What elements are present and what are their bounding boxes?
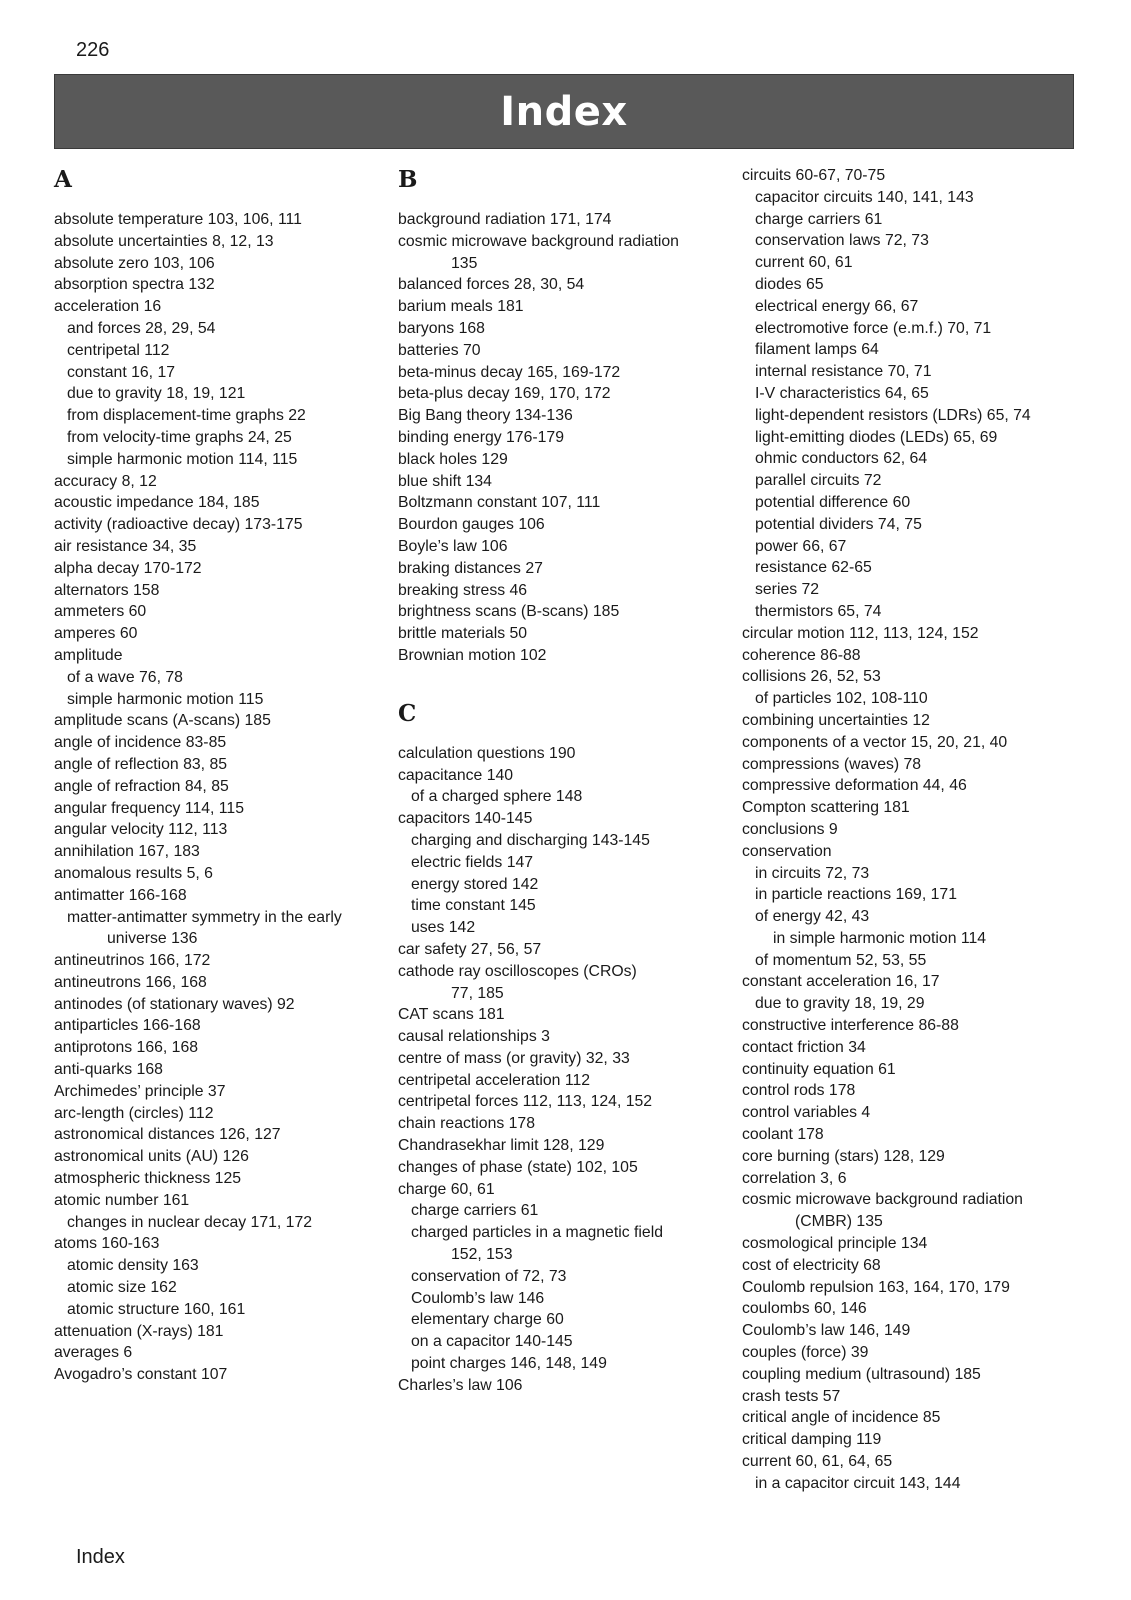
index-entry: angle of incidence 83-85 xyxy=(54,734,227,752)
index-entry: absolute zero 103, 106 xyxy=(54,254,215,272)
index-entry: baryons 168 xyxy=(398,319,485,337)
index-subentry: charge carriers 61 xyxy=(411,1202,539,1220)
index-subentry: elementary charge 60 xyxy=(411,1311,564,1329)
index-subentry: time constant 145 xyxy=(411,897,536,915)
index-entry: coolant 178 xyxy=(742,1126,824,1144)
index-subentry: due to gravity 18, 19, 121 xyxy=(67,385,246,403)
index-entry: continuity equation 61 xyxy=(742,1060,896,1078)
index-entry: antiparticles 166-168 xyxy=(54,1017,201,1035)
index-entry: core burning (stars) 128, 129 xyxy=(742,1147,945,1165)
index-entry-list xyxy=(54,209,384,1386)
index-subentry: Coulomb’s law 146 xyxy=(411,1289,545,1307)
index-subentry: charge carriers 61 xyxy=(755,210,883,228)
index-entry: cost of electricity 68 xyxy=(742,1256,881,1274)
index-entry: centre of mass (or gravity) 32, 33 xyxy=(398,1049,630,1067)
index-subentry: centripetal 112 xyxy=(67,341,170,359)
index-entry: beta-minus decay 165, 169-172 xyxy=(398,363,621,381)
index-entry-continuation: 77, 185 xyxy=(451,984,504,1002)
index-entry-continuation: 135 xyxy=(451,254,478,272)
index-subentry: and forces 28, 29, 54 xyxy=(67,319,216,337)
index-entry: amperes 60 xyxy=(54,625,138,643)
index-subentry: constant 16, 17 xyxy=(67,363,176,381)
index-subentry: current 60, 61 xyxy=(755,254,853,272)
index-entry: anomalous results 5, 6 xyxy=(54,864,213,882)
index-entry: centripetal acceleration 112 xyxy=(398,1071,591,1089)
index-entry: Boltzmann constant 107, 111 xyxy=(398,494,601,512)
index-entry: atmospheric thickness 125 xyxy=(54,1170,242,1188)
index-entry: centripetal forces 112, 113, 124, 152 xyxy=(398,1093,653,1111)
index-subentry: I-V characteristics 64, 65 xyxy=(755,384,929,402)
index-subentry: potential dividers 74, 75 xyxy=(755,515,922,533)
index-entry: balanced forces 28, 30, 54 xyxy=(398,276,585,294)
page-number: 226 xyxy=(76,39,110,61)
index-entry: Compton scattering 181 xyxy=(742,799,910,817)
index-entry: binding energy 176-179 xyxy=(398,428,564,446)
index-subentry: matter-antimatter symmetry in the early xyxy=(67,908,342,926)
index-entry: batteries 70 xyxy=(398,341,481,359)
index-entry: air resistance 34, 35 xyxy=(54,537,197,555)
index-subentry: simple harmonic motion 115 xyxy=(67,690,264,708)
index-entry: Big Bang theory 134-136 xyxy=(398,407,573,425)
index-subentry: energy stored 142 xyxy=(411,875,539,893)
index-subentry: electric fields 147 xyxy=(411,853,534,871)
running-footer: Index xyxy=(76,1546,125,1568)
index-entry: cathode ray oscilloscopes (CROs) xyxy=(398,962,637,980)
index-entry: antiprotons 166, 168 xyxy=(54,1039,199,1057)
index-column-2 xyxy=(398,165,738,1397)
index-subentry: diodes 65 xyxy=(755,275,824,293)
index-subentry: ohmic conductors 62, 64 xyxy=(755,450,928,468)
index-subentry: of a charged sphere 148 xyxy=(411,788,583,806)
index-entry: cosmic microwave background radiation xyxy=(742,1191,1023,1209)
index-entry: contact friction 34 xyxy=(742,1038,866,1056)
index-entry-continuation: (CMBR) 135 xyxy=(795,1213,883,1231)
index-entry-list xyxy=(398,743,738,1397)
index-entry: acceleration 16 xyxy=(54,298,162,316)
index-entry: antinodes (of stationary waves) 92 xyxy=(54,995,295,1013)
index-column-3 xyxy=(742,165,1082,1495)
index-subentry: charging and discharging 143-145 xyxy=(411,831,650,849)
index-entry: cosmic microwave background radiation xyxy=(398,232,679,250)
index-entry-continuation: universe 136 xyxy=(107,930,198,948)
index-entry: Avogadro’s constant 107 xyxy=(54,1366,228,1384)
index-entry: components of a vector 15, 20, 21, 40 xyxy=(742,733,1008,751)
index-subentry: electrical energy 66, 67 xyxy=(755,297,919,315)
index-entry: angle of refraction 84, 85 xyxy=(54,777,229,795)
index-subentry: of particles 102, 108-110 xyxy=(755,690,928,708)
index-entry: constant acceleration 16, 17 xyxy=(742,973,940,991)
section-letter: C xyxy=(398,699,417,727)
index-subentry: uses 142 xyxy=(411,919,476,937)
index-subentry: simple harmonic motion 114, 115 xyxy=(67,450,298,468)
index-entry: collisions 26, 52, 53 xyxy=(742,668,881,686)
index-entry: astronomical distances 126, 127 xyxy=(54,1126,281,1144)
index-entry: correlation 3, 6 xyxy=(742,1169,847,1187)
index-entry: Charles’s law 106 xyxy=(398,1376,523,1394)
index-entry: Boyle’s law 106 xyxy=(398,537,508,555)
index-entry: angular velocity 112, 113 xyxy=(54,821,228,839)
index-subentry: thermistors 65, 74 xyxy=(755,602,882,620)
index-entry: antineutrinos 166, 172 xyxy=(54,952,211,970)
index-entry-list xyxy=(742,165,1082,1495)
index-entry: alternators 158 xyxy=(54,581,160,599)
index-entry: blue shift 134 xyxy=(398,472,492,490)
index-entry: beta-plus decay 169, 170, 172 xyxy=(398,385,611,403)
index-entry: Archimedes’ principle 37 xyxy=(54,1082,226,1100)
index-subentry: potential difference 60 xyxy=(755,493,911,511)
index-entry-continuation: 152, 153 xyxy=(451,1246,513,1264)
index-subentry: internal resistance 70, 71 xyxy=(755,363,932,381)
index-entry: alpha decay 170-172 xyxy=(54,559,202,577)
index-entry: charge 60, 61 xyxy=(398,1180,495,1198)
index-subentry: series 72 xyxy=(755,581,820,599)
index-entry-list xyxy=(398,209,738,667)
index-entry: absorption spectra 132 xyxy=(54,276,215,294)
index-subentry: filament lamps 64 xyxy=(755,341,879,359)
index-entry: angular frequency 114, 115 xyxy=(54,799,244,817)
index-subentry: conservation of 72, 73 xyxy=(411,1267,567,1285)
index-entry: compressive deformation 44, 46 xyxy=(742,777,967,795)
index-subentry: due to gravity 18, 19, 29 xyxy=(755,995,925,1013)
index-entry: circular motion 112, 113, 124, 152 xyxy=(742,624,979,642)
index-subentry: of a wave 76, 78 xyxy=(67,668,183,686)
index-entry: atomic number 161 xyxy=(54,1191,190,1209)
index-subentry: point charges 146, 148, 149 xyxy=(411,1355,607,1373)
index-entry: activity (radioactive decay) 173-175 xyxy=(54,516,303,534)
index-entry: acoustic impedance 184, 185 xyxy=(54,494,260,512)
index-subentry: changes in nuclear decay 171, 172 xyxy=(67,1213,313,1231)
index-entry: capacitors 140-145 xyxy=(398,810,533,828)
index-entry: ammeters 60 xyxy=(54,603,147,621)
index-entry: black holes 129 xyxy=(398,450,508,468)
index-entry: atoms 160-163 xyxy=(54,1235,160,1253)
index-subentry: in a capacitor circuit 143, 144 xyxy=(755,1474,961,1492)
index-entry: critical damping 119 xyxy=(742,1431,882,1449)
index-entry: crash tests 57 xyxy=(742,1387,841,1405)
index-entry: Coulomb’s law 146, 149 xyxy=(742,1322,911,1340)
index-subentry: capacitor circuits 140, 141, 143 xyxy=(755,188,974,206)
index-entry: absolute uncertainties 8, 12, 13 xyxy=(54,232,274,250)
index-entry: angle of reflection 83, 85 xyxy=(54,755,228,773)
index-entry: control rods 178 xyxy=(742,1082,856,1100)
index-entry: constructive interference 86-88 xyxy=(742,1017,959,1035)
index-entry: changes of phase (state) 102, 105 xyxy=(398,1158,638,1176)
index-title-bar xyxy=(54,74,1074,149)
index-entry: coupling medium (ultrasound) 185 xyxy=(742,1365,981,1383)
index-entry: accuracy 8, 12 xyxy=(54,472,157,490)
index-entry: braking distances 27 xyxy=(398,559,543,577)
index-entry: calculation questions 190 xyxy=(398,744,576,762)
index-subentry: power 66, 67 xyxy=(755,537,847,555)
index-entry: critical angle of incidence 85 xyxy=(742,1409,941,1427)
index-entry: barium meals 181 xyxy=(398,298,524,316)
section-letter: B xyxy=(398,166,418,193)
index-column-1 xyxy=(54,165,384,1386)
index-entry: CAT scans 181 xyxy=(398,1006,505,1024)
index-entry: causal relationships 3 xyxy=(398,1028,550,1046)
index-entry: combining uncertainties 12 xyxy=(742,711,930,729)
index-entry: chain reactions 178 xyxy=(398,1115,535,1133)
index-subentry: in particle reactions 169, 171 xyxy=(755,886,957,904)
index-entry: brittle materials 50 xyxy=(398,625,528,643)
index-entry: couples (force) 39 xyxy=(742,1344,869,1362)
index-entry: Chandrasekhar limit 128, 129 xyxy=(398,1137,605,1155)
index-entry: coherence 86-88 xyxy=(742,646,861,664)
index-subentry: atomic density 163 xyxy=(67,1257,199,1275)
index-entry: brightness scans (B-scans) 185 xyxy=(398,603,620,621)
index-subentry: in circuits 72, 73 xyxy=(755,864,870,882)
index-entry: arc-length (circles) 112 xyxy=(54,1104,214,1122)
index-entry: absolute temperature 103, 106, 111 xyxy=(54,211,302,228)
index-entry: compressions (waves) 78 xyxy=(742,755,922,773)
index-entry: antimatter 166-168 xyxy=(54,886,187,904)
index-subentry: charged particles in a magnetic field xyxy=(411,1224,664,1242)
index-entry: conclusions 9 xyxy=(742,820,838,838)
index-subentry: atomic structure 160, 161 xyxy=(67,1300,246,1318)
index-entry: capacitance 140 xyxy=(398,766,514,784)
index-subentry: electromotive force (e.m.f.) 70, 71 xyxy=(755,319,992,337)
index-subentry: on a capacitor 140-145 xyxy=(411,1333,573,1351)
index-entry: background radiation 171, 174 xyxy=(398,211,612,228)
index-subentry: resistance 62-65 xyxy=(755,559,872,577)
index-entry: astronomical units (AU) 126 xyxy=(54,1148,249,1166)
index-subentry: parallel circuits 72 xyxy=(755,472,882,490)
index-entry: attenuation (X-rays) 181 xyxy=(54,1322,224,1340)
index-entry: circuits 60-67, 70-75 xyxy=(742,167,886,184)
index-entry: current 60, 61, 64, 65 xyxy=(742,1453,893,1471)
index-entry: breaking stress 46 xyxy=(398,581,528,599)
index-entry: coulombs 60, 146 xyxy=(742,1300,867,1318)
index-subentry: of energy 42, 43 xyxy=(755,908,870,926)
index-entry: anti-quarks 168 xyxy=(54,1061,163,1079)
index-entry: car safety 27, 56, 57 xyxy=(398,940,542,958)
index-subentry: light-dependent resistors (LDRs) 65, 74 xyxy=(755,406,1031,424)
index-entry: Brownian motion 102 xyxy=(398,646,547,664)
index-subentry: light-emitting diodes (LEDs) 65, 69 xyxy=(755,428,998,446)
index-subentry: from displacement-time graphs 22 xyxy=(67,407,306,425)
index-subentry: from velocity-time graphs 24, 25 xyxy=(67,428,292,446)
index-entry: control variables 4 xyxy=(742,1104,871,1122)
index-subentry: of momentum 52, 53, 55 xyxy=(755,951,927,969)
index-entry: amplitude xyxy=(54,646,123,664)
index-entry: cosmological principle 134 xyxy=(742,1235,928,1253)
index-entry: antineutrons 166, 168 xyxy=(54,973,207,991)
index-entry: averages 6 xyxy=(54,1344,133,1362)
index-entry: annihilation 167, 183 xyxy=(54,843,200,861)
index-entry: amplitude scans (A-scans) 185 xyxy=(54,712,271,730)
index-subentry: in simple harmonic motion 114 xyxy=(773,929,987,947)
index-entry: Bourdon gauges 106 xyxy=(398,516,545,534)
page-title: Index xyxy=(500,88,628,135)
index-subentry: atomic size 162 xyxy=(67,1279,177,1297)
index-entry: Coulomb repulsion 163, 164, 170, 179 xyxy=(742,1278,1010,1296)
section-letter: A xyxy=(54,166,72,193)
index-entry: conservation xyxy=(742,842,832,860)
index-subentry: conservation laws 72, 73 xyxy=(755,232,929,250)
